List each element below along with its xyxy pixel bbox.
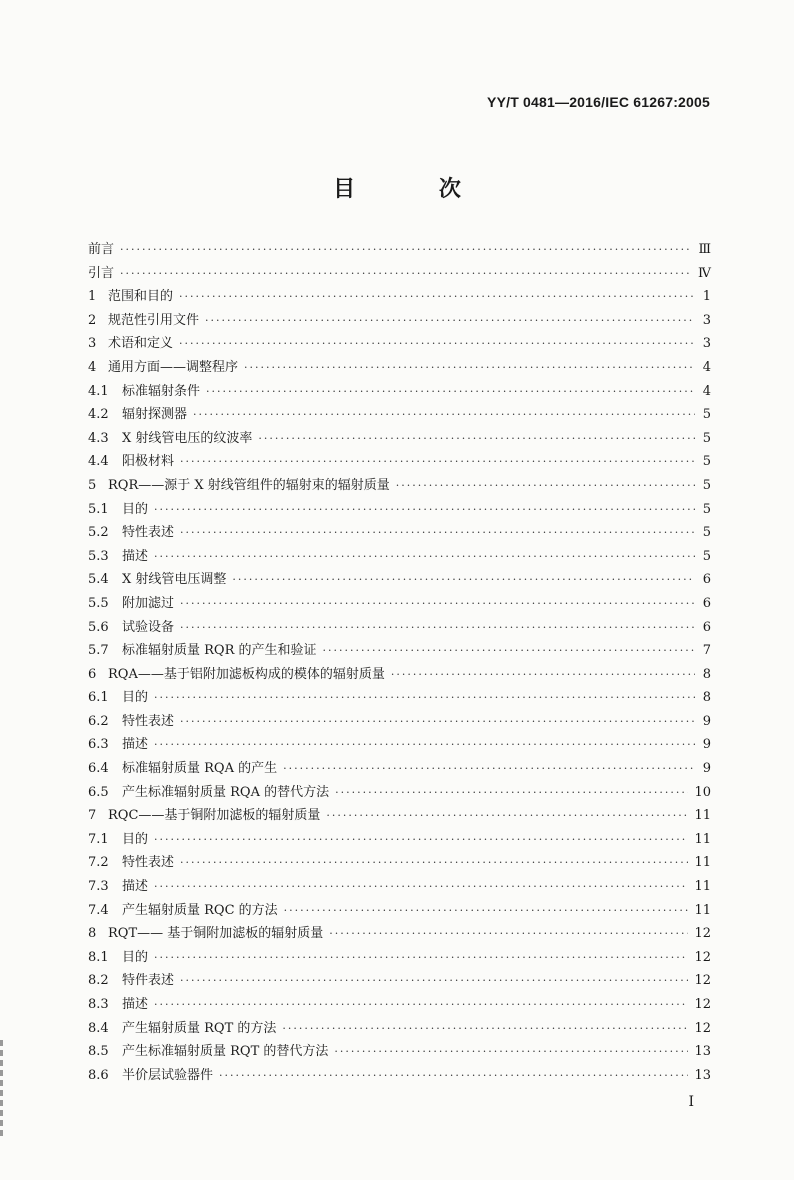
toc-entry[interactable]	[88, 828, 711, 852]
toc-entry[interactable]	[88, 238, 711, 262]
toc-entry-label: 通用方面——调整程序	[108, 359, 239, 375]
toc-entry-number: 4.4	[88, 454, 109, 470]
toc-entry-label: X 射线管电压调整	[122, 572, 227, 588]
toc-entry-number: 7.3	[88, 879, 109, 895]
toc-entry[interactable]	[88, 663, 711, 687]
toc-dot-leader	[334, 1045, 688, 1058]
toc-dot-leader	[154, 503, 695, 516]
toc-entry-label: 特性表述	[122, 525, 175, 541]
toc-entry-number: 8.4	[88, 1020, 109, 1036]
toc-entry-page: 12	[694, 973, 711, 989]
toc-entry-number: 8.6	[88, 1067, 109, 1083]
toc-entry-page: 3	[702, 312, 711, 328]
toc-dot-leader	[154, 833, 688, 846]
toc-entry-number: 5.3	[88, 548, 109, 564]
toc-entry-page: 4	[702, 359, 711, 375]
toc-entry-page: 9	[702, 761, 711, 777]
toc-entry-page: 6	[702, 595, 711, 611]
toc-entry-number: 2	[88, 312, 97, 328]
toc-entry-number: 5.7	[88, 643, 109, 659]
toc-entry-label: 附加滤过	[122, 595, 175, 611]
toc-entry-page: 12	[694, 997, 711, 1012]
toc-entry-number: 5.6	[88, 619, 109, 635]
toc-entry-label: 标准辐射条件	[122, 383, 201, 399]
toc-dot-leader	[180, 715, 695, 728]
toc-entry-page: 5	[702, 454, 711, 470]
toc-entry[interactable]	[88, 733, 711, 757]
toc-entry-page: 13	[694, 1044, 711, 1060]
toc-entry-label: 目的	[122, 831, 149, 847]
toc-entry[interactable]	[88, 851, 711, 875]
toc-entry-label: 描述	[122, 997, 149, 1012]
toc-entry-number: 7	[88, 808, 97, 824]
toc-entry-number: 6.4	[88, 761, 109, 777]
toc-entry-page: 9	[702, 713, 711, 729]
toc-entry-label: 目的	[122, 501, 149, 517]
toc-entry[interactable]	[88, 804, 711, 828]
toc-dot-leader	[205, 314, 695, 327]
toc-dot-leader	[120, 243, 692, 256]
toc-entry-page: 5	[702, 501, 711, 517]
toc-entry-number: 3	[88, 336, 97, 352]
toc-entry-page: 11	[694, 902, 711, 918]
toc-entry-label: 阳极材料	[122, 454, 175, 470]
toc-entry-number: 8.5	[88, 1044, 109, 1060]
toc-entry[interactable]	[88, 875, 711, 899]
toc-entry-page: 5	[702, 430, 711, 446]
toc-entry-number: 4	[88, 359, 97, 375]
toc-entry-number: 6.5	[88, 784, 109, 800]
toc-dot-leader	[206, 385, 695, 398]
toc-dot-leader	[180, 974, 688, 987]
toc-entry-page: 3	[702, 336, 711, 352]
table-of-contents	[88, 238, 711, 1087]
toc-entry-label: 试验设备	[122, 619, 175, 635]
toc-entry-label: 特件表述	[122, 973, 175, 989]
toc-dot-leader	[244, 361, 695, 374]
toc-entry-label: RQA——基于铝附加滤板构成的模体的辐射质量	[108, 666, 385, 682]
toc-entry-label: 范围和目的	[108, 289, 174, 305]
toc-entry-number: 8.1	[88, 949, 109, 965]
toc-entry[interactable]	[88, 521, 711, 545]
toc-dot-leader	[193, 408, 695, 421]
page-number: I	[688, 1094, 694, 1110]
toc-entry-page: 5	[702, 525, 711, 541]
toc-entry-label: 产生标准辐射质量 RQA 的替代方法	[122, 784, 330, 800]
toc-entry-number: 6.1	[88, 690, 109, 706]
toc-dot-leader	[180, 526, 695, 539]
toc-entry[interactable]	[88, 592, 711, 616]
toc-entry-page: 10	[694, 784, 711, 800]
toc-dot-leader	[219, 1069, 688, 1082]
toc-entry-page: 5	[702, 548, 711, 564]
toc-dot-leader	[180, 597, 695, 610]
toc-entry-number: 5.4	[88, 572, 109, 588]
toc-entry[interactable]	[88, 498, 711, 522]
toc-entry-number: 1	[88, 289, 97, 305]
toc-entry-page: Ⅲ	[698, 242, 711, 257]
toc-entry[interactable]	[88, 616, 711, 640]
toc-dot-leader	[179, 290, 695, 303]
toc-dot-leader	[154, 951, 688, 964]
toc-entry-page: Ⅳ	[698, 265, 711, 281]
toc-entry-page: 12	[694, 926, 711, 942]
toc-entry-number: 5.1	[88, 501, 109, 517]
scan-edge-mark	[0, 1040, 3, 1140]
toc-dot-leader	[335, 786, 688, 799]
toc-entry[interactable]	[88, 757, 711, 781]
toc-entry-label: 特性表述	[122, 713, 175, 729]
toc-entry-number: 8.2	[88, 973, 109, 989]
toc-dot-leader	[120, 267, 692, 280]
toc-entry-label: 产生辐射质量 RQC 的方法	[122, 902, 278, 918]
toc-dot-leader	[154, 550, 695, 563]
toc-entry[interactable]	[88, 922, 711, 946]
toc-dot-leader	[283, 762, 695, 775]
toc-dot-leader	[326, 809, 688, 822]
toc-entry-label: 前言	[88, 242, 115, 257]
toc-entry[interactable]	[88, 285, 711, 309]
toc-entry-page: 12	[694, 949, 711, 965]
toc-dot-leader	[154, 691, 695, 704]
toc-entry-number: 7.4	[88, 902, 109, 918]
toc-entry-label: RQR——源于 X 射线管组件的辐射束的辐射质量	[108, 477, 390, 493]
toc-entry-page: 11	[694, 879, 711, 895]
toc-dot-leader	[391, 668, 695, 681]
toc-entry[interactable]	[88, 545, 711, 569]
toc-dot-leader	[180, 856, 688, 869]
toc-entry-number: 6.2	[88, 713, 109, 729]
toc-entry-number: 7.2	[88, 855, 109, 871]
toc-entry-page: 11	[694, 855, 711, 871]
toc-entry-page: 8	[702, 690, 711, 706]
toc-dot-leader	[396, 479, 695, 492]
toc-entry-page: 7	[702, 643, 711, 659]
toc-dot-leader	[154, 880, 688, 893]
toc-dot-leader	[323, 644, 696, 657]
toc-entry-page: 5	[702, 407, 711, 423]
toc-entry-page: 13	[694, 1067, 711, 1083]
toc-entry-number: 6	[88, 666, 97, 682]
toc-entry[interactable]	[88, 474, 711, 498]
toc-entry[interactable]	[88, 262, 711, 286]
toc-entry-label: 产生辐射质量 RQT 的方法	[122, 1020, 277, 1036]
toc-entry[interactable]	[88, 332, 711, 356]
toc-dot-leader	[180, 455, 695, 468]
toc-entry-label: 目的	[122, 949, 149, 965]
toc-dot-leader	[180, 621, 695, 634]
toc-dot-leader	[154, 738, 695, 751]
toc-entry[interactable]	[88, 899, 711, 923]
toc-dot-leader	[284, 904, 689, 917]
toc-entry-page: 11	[694, 808, 711, 824]
toc-entry-label: 术语和定义	[108, 336, 174, 352]
toc-entry-label: 标准辐射质量 RQR 的产生和验证	[122, 643, 317, 659]
toc-entry-label: 目的	[122, 690, 149, 706]
toc-entry[interactable]	[88, 639, 711, 663]
toc-entry[interactable]	[88, 356, 711, 380]
toc-entry-number: 5.5	[88, 595, 109, 611]
toc-dot-leader	[154, 998, 688, 1011]
toc-entry-label: 标准辐射质量 RQA 的产生	[122, 761, 278, 777]
toc-entry-label: X 射线管电压的纹波率	[122, 430, 253, 446]
toc-entry-label: 描述	[122, 548, 149, 564]
toc-entry-label: 半价层试验器件	[122, 1067, 214, 1083]
page-title: 目 次	[333, 177, 499, 202]
toc-entry[interactable]	[88, 1017, 711, 1041]
toc-entry-label: 描述	[122, 879, 149, 895]
toc-entry-page: 9	[702, 737, 711, 753]
toc-entry[interactable]	[88, 781, 711, 805]
toc-dot-leader	[329, 927, 688, 940]
toc-entry[interactable]	[88, 686, 711, 710]
toc-entry-page: 12	[694, 1020, 711, 1036]
toc-entry-number: 4.1	[88, 383, 109, 399]
toc-entry[interactable]	[88, 1064, 711, 1088]
toc-entry-label: 特性表述	[122, 855, 175, 871]
toc-entry-page: 1	[702, 289, 711, 305]
toc-entry[interactable]	[88, 969, 711, 993]
toc-entry[interactable]	[88, 568, 711, 592]
toc-entry-page: 6	[702, 619, 711, 635]
toc-entry-number: 5	[88, 477, 97, 493]
toc-entry-page: 8	[702, 666, 711, 682]
toc-entry-page: 11	[694, 831, 711, 847]
toc-entry-label: RQT—— 基于铜附加滤板的辐射质量	[108, 926, 324, 942]
toc-entry-number: 4.3	[88, 430, 109, 446]
toc-entry[interactable]	[88, 380, 711, 404]
toc-entry[interactable]	[88, 993, 711, 1017]
toc-entry-page: 5	[702, 477, 711, 493]
toc-entry[interactable]	[88, 309, 711, 333]
toc-entry-number: 8.3	[88, 997, 109, 1012]
toc-entry-label: 辐射探测器	[122, 407, 188, 423]
toc-entry[interactable]	[88, 403, 711, 427]
toc-entry[interactable]	[88, 427, 711, 451]
toc-entry-number: 5.2	[88, 525, 109, 541]
toc-entry-label: RQC——基于铜附加滤板的辐射质量	[108, 808, 321, 824]
toc-entry-label: 描述	[122, 737, 149, 753]
toc-entry-number: 4.2	[88, 407, 109, 423]
toc-dot-leader	[258, 432, 695, 445]
toc-dot-leader	[232, 573, 695, 586]
standard-code-header: YY/T 0481—2016/IEC 61267:2005	[487, 94, 710, 110]
toc-dot-leader	[179, 337, 695, 350]
toc-entry[interactable]	[88, 1040, 711, 1064]
toc-entry[interactable]	[88, 946, 711, 970]
toc-entry-number: 6.3	[88, 737, 109, 753]
toc-dot-leader	[282, 1022, 688, 1035]
toc-entry-number: 7.1	[88, 831, 109, 847]
toc-entry-label: 规范性引用文件	[108, 312, 200, 328]
toc-entry-label: 引言	[88, 265, 115, 281]
toc-entry[interactable]	[88, 710, 711, 734]
toc-entry-page: 4	[702, 383, 711, 399]
toc-entry-page: 6	[702, 572, 711, 588]
toc-entry[interactable]	[88, 450, 711, 474]
toc-entry-number: 8	[88, 926, 97, 942]
toc-entry-label: 产生标准辐射质量 RQT 的替代方法	[122, 1044, 329, 1060]
